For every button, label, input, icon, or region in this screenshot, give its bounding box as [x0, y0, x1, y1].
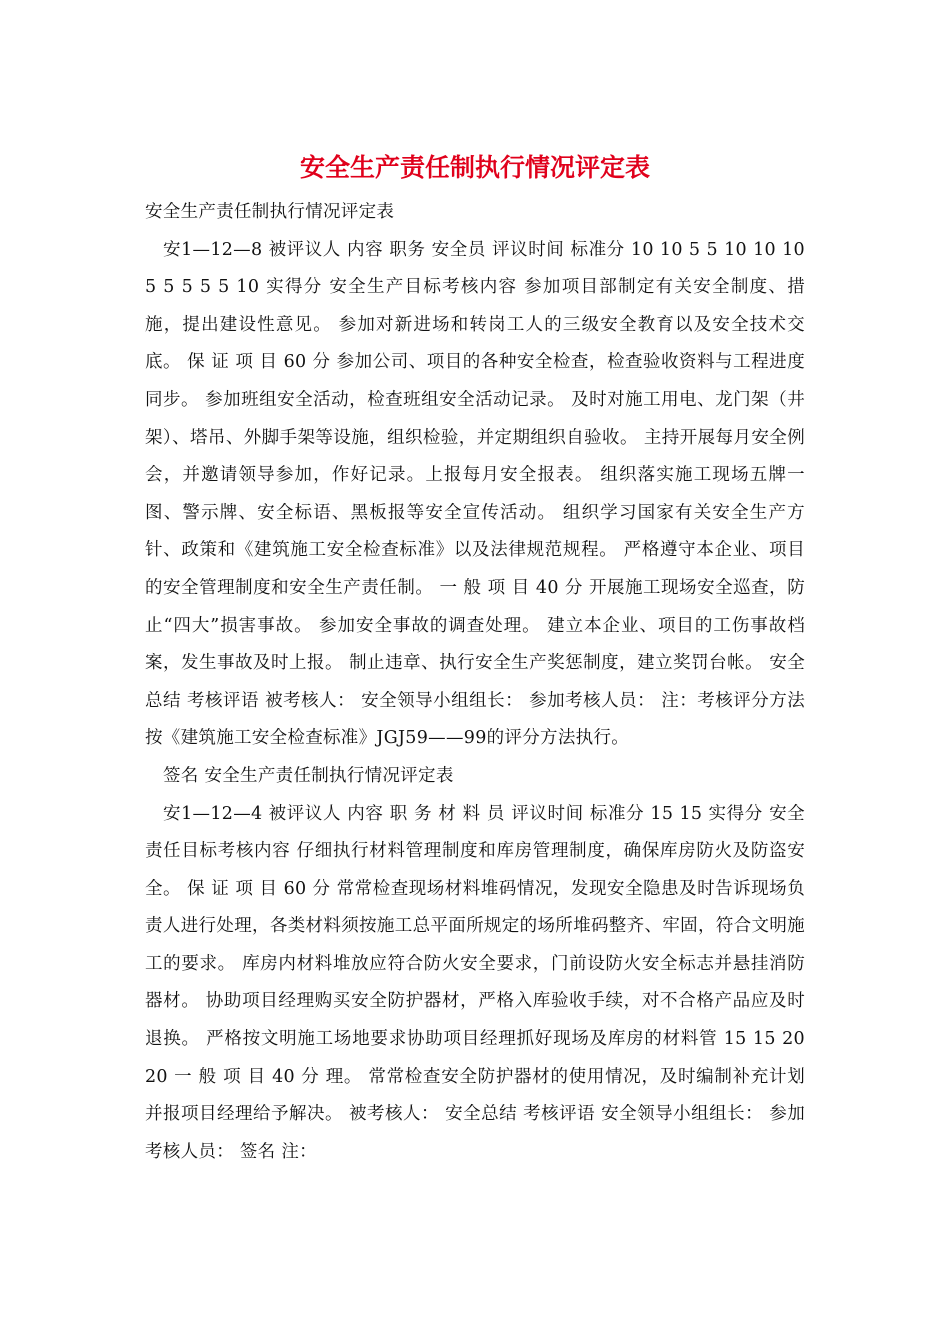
body-paragraph-3: 签名 安全生产责任制执行情况评定表 [163, 765, 454, 786]
body-paragraph-1: 安全生产责任制执行情况评定表 [145, 202, 395, 222]
body-paragraph-4: 安1—12—4 被评议人 内容 职 务 材 料 员 评议时间 标准分 15 15 实得分 安全责任目标考核内容 仔细执行材料管理制度和库房管理制度，确保库房防火及防盗安全。 保 证 项 目 60 分 常常检查现场材料堆码情况，发现安全隐患及时告诉现场负责人进行处理，各类材料须按施工总平面所规定的场所堆码整齐、牢固，符合文明施工的要求。 库房内材料堆放应符合防火安全要求，门前设防火安全标志并悬挂消防器材。 协助项目经理购买安全防护器材，严格入库验收手续，对不合格产品应及时退换。 严格按文明施工场地要求协助项目经理抓好现场及库房的材料管 15 15 20 20 一 般 项 目 40 分 理。 常常检查安全防护器材的使用情况，及时编制补充计划并报项目经理给予解决。 被考核人： 安全总结 考核评语 安全领导小组组长： 参加考核人员： 签名 注： [145, 803, 805, 1162]
body-paragraph-2: 安1—12—8 被评议人 内容 职务 安全员 评议时间 标准分 10 10 5 5 10 10 10 5 5 5 5 5 10 实得分 安全生产目标考核内容 参加项目部制定有关安全制度、措施，提出建设性意见。 参加对新进场和转岗工人的三级安全教育以及安全技术交底。 保 证 项 目 60 分 参加公司、项目的各种安全检查，检查验收资料与工程进度同步。 参加班组安全活动，检查班组安全活动记录。 及时对施工用电、龙门架（井架）、塔吊、外脚手架等设施，组织检验，并定期组织自验收。 主持开展每月安全例会，并邀请领导参加，作好记录。上报每月安全报表。 组织落实施工现场五牌一图、警示牌、安全标语、黑板报等安全宣传活动。 组织学习国家有关安全生产方针、政策和《建筑施工安全检查标准》以及法律规范规程。 严格遵守本企业、项目的安全管理制度和安全生产责任制。 一 般 项 目 40 分 开展施工现场安全巡查，防止“四大”损害事故。 参加安全事故的调查处理。 建立本企业、项目的工伤事故档案，发生事故及时上报。 制止违章、执行安全生产奖惩制度，建立奖罚台帐。 安全总结 考核评语 被考核人： 安全领导小组组长： 参加考核人员： 注：考核评分方法按《建筑施工安全检查标准》JGJ59——99的评分方法执行。 [145, 239, 805, 749]
document-title: 安全生产责任制执行情况评定表 [299, 153, 650, 182]
document-body [145, 194, 805, 1171]
